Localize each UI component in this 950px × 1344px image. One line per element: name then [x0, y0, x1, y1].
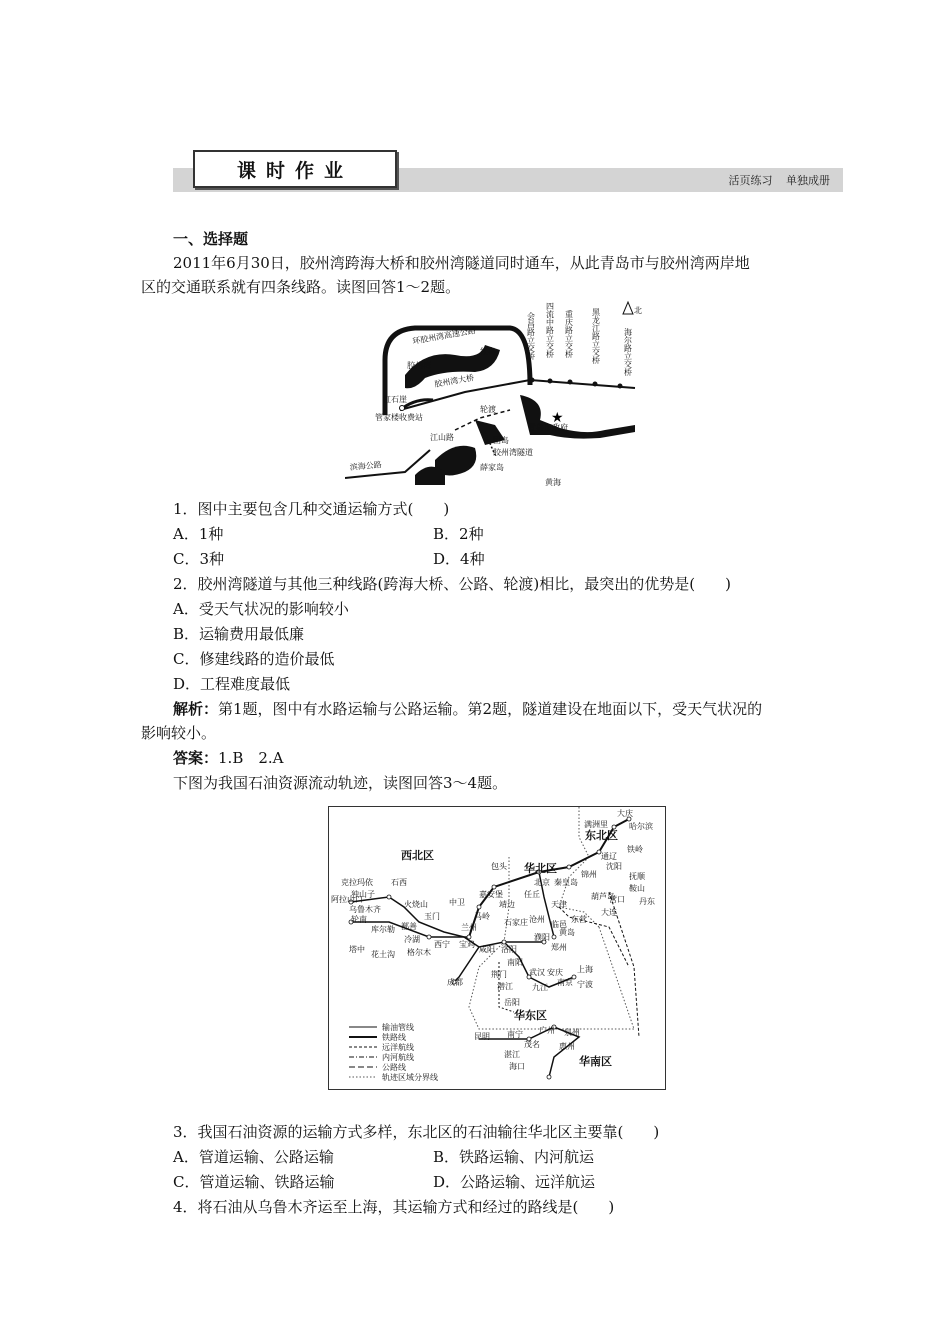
- jiaozhou-bay-map: [345, 300, 645, 495]
- svg-text:丹东: 丹东: [639, 897, 655, 906]
- north-arrow-icon: [623, 302, 633, 314]
- map-label-highway: 环胶州湾高速公路: [411, 325, 477, 346]
- svg-text:冷湖: 冷湖: [404, 935, 420, 944]
- svg-text:惠州: 惠州: [559, 1042, 575, 1051]
- analysis-line1: 解析：第1题，图中有水路运输与公路运输。第2题，隧道建设在地面以下，受天气状况的: [173, 700, 763, 718]
- svg-text:南京: 南京: [557, 978, 573, 987]
- region-south: 华南区: [579, 1055, 612, 1068]
- svg-text:阿拉山口: 阿拉山口: [331, 895, 363, 904]
- svg-text:鞍山: 鞍山: [629, 884, 645, 893]
- analysis-line2: 影响较小。: [141, 724, 217, 742]
- q2-option-a: A．受天气状况的影响较小: [173, 600, 349, 618]
- svg-text:满洲里: 满洲里: [584, 820, 608, 829]
- region-northwest: 西北区: [401, 849, 434, 862]
- svg-text:安庆: 安庆: [547, 968, 563, 977]
- svg-text:北: 北: [634, 306, 642, 315]
- svg-text:红石崖: 红石崖: [383, 395, 407, 404]
- q1-option-c: C．3种: [173, 550, 225, 568]
- svg-text:西宁: 西宁: [434, 940, 450, 949]
- svg-text:天津: 天津: [551, 900, 567, 909]
- svg-text:濮阳: 濮阳: [534, 933, 550, 942]
- q2-option-d: D．工程难度最低: [173, 675, 291, 693]
- svg-text:滨海公路: 滨海公路: [349, 460, 383, 472]
- header-right-label: 活页练习 单独成册: [728, 174, 830, 187]
- svg-text:兰州: 兰州: [461, 923, 477, 932]
- svg-text:重庆路立交桥: 重庆路立交桥: [564, 310, 574, 358]
- svg-text:临邑: 临邑: [551, 920, 567, 929]
- svg-text:武汉: 武汉: [529, 968, 545, 977]
- svg-text:潜江: 潜江: [497, 982, 513, 991]
- svg-text:上海: 上海: [577, 965, 593, 974]
- svg-text:内河航线: 内河航线: [382, 1053, 414, 1062]
- svg-text:胶州湾: 胶州湾: [407, 361, 431, 370]
- section-title: 一、选择题: [173, 230, 249, 248]
- q1-option-a: A．1种: [173, 525, 224, 543]
- svg-text:茂名: 茂名: [524, 1040, 540, 1049]
- region-north: 华北区: [524, 862, 557, 875]
- q1-option-d: D．4种: [433, 550, 485, 568]
- answer-label: 答案：: [173, 749, 219, 767]
- svg-text:乌鲁木齐: 乌鲁木齐: [349, 905, 381, 914]
- answer-line: 答案：1.B 2.A: [173, 749, 284, 767]
- q3-option-c: C．管道运输、铁路运输: [173, 1173, 335, 1191]
- svg-text:胶州湾隧道: 胶州湾隧道: [493, 448, 533, 457]
- region-east: 华东区: [514, 1009, 547, 1022]
- q1-option-b: B．2种: [433, 525, 484, 543]
- svg-text:大连: 大连: [601, 908, 617, 917]
- svg-text:泉州: 泉州: [564, 1028, 580, 1037]
- svg-text:昆明: 昆明: [474, 1032, 490, 1041]
- svg-text:石家庄: 石家庄: [504, 918, 528, 927]
- svg-text:沧州: 沧州: [529, 915, 545, 924]
- svg-text:公路线: 公路线: [382, 1063, 406, 1072]
- svg-text:秦皇岛: 秦皇岛: [554, 878, 578, 887]
- q2-stem: 2．胶州湾隧道与其他三种线路(跨海大桥、公路、轮渡)相比，最突出的优势是( ): [173, 575, 731, 593]
- svg-text:包头: 包头: [491, 862, 507, 871]
- svg-text:库尔勒: 库尔勒: [371, 925, 395, 934]
- svg-text:火烧山: 火烧山: [404, 900, 428, 909]
- q2-option-c: C．修建线路的造价最低: [173, 650, 335, 668]
- svg-text:锦州: 锦州: [581, 870, 597, 879]
- svg-text:北京: 北京: [534, 878, 550, 887]
- q3-option-d: D．公路运输、远洋航运: [433, 1173, 596, 1191]
- svg-text:四流中路立交桥: 四流中路立交桥: [545, 302, 555, 358]
- svg-text:远洋航线: 远洋航线: [382, 1043, 414, 1052]
- svg-text:黑龙江路立交桥: 黑龙江路立交桥: [591, 308, 601, 364]
- svg-text:岳阳: 岳阳: [504, 998, 520, 1007]
- analysis-label: 解析：: [173, 700, 219, 718]
- intro2: 下图为我国石油资源流动轨迹，读图回答3～4题。: [173, 774, 508, 792]
- svg-text:任丘: 任丘: [524, 890, 540, 899]
- q1-stem: 1．图中主要包含几种交通运输方式( ): [173, 500, 450, 518]
- svg-text:黄海: 黄海: [545, 478, 561, 487]
- svg-text:东营: 东营: [571, 915, 587, 924]
- svg-text:塔中: 塔中: [349, 945, 365, 954]
- svg-text:抚顺: 抚顺: [629, 872, 645, 881]
- map-legend: [349, 1022, 438, 1082]
- svg-text:克拉玛依: 克拉玛依: [341, 878, 373, 887]
- svg-text:湛江: 湛江: [504, 1050, 520, 1059]
- q3-option-a: A．管道运输、公路运输: [173, 1148, 334, 1166]
- q3-stem: 3．我国石油资源的运输方式多样，东北区的石油输往华北区主要靠( ): [173, 1123, 660, 1141]
- svg-text:南宁: 南宁: [507, 1030, 523, 1039]
- svg-text:宝鸡: 宝鸡: [459, 940, 475, 949]
- svg-text:广州: 广州: [539, 1026, 555, 1035]
- svg-text:团岛: 团岛: [493, 436, 509, 445]
- svg-text:靖边: 靖边: [499, 900, 515, 909]
- svg-text:马岭: 马岭: [474, 912, 490, 921]
- region-northeast: 东北区: [585, 829, 618, 842]
- svg-text:会昌路立交桥: 会昌路立交桥: [526, 312, 536, 360]
- svg-text:嘉安堡: 嘉安堡: [479, 890, 503, 899]
- svg-text:九江: 九江: [532, 983, 548, 992]
- q3-option-b: B．铁路运输、内河航运: [433, 1148, 595, 1166]
- svg-text:轮南: 轮南: [351, 915, 367, 924]
- svg-text:海尔路立交桥: 海尔路立交桥: [623, 328, 633, 376]
- star-icon: ★: [551, 410, 564, 426]
- svg-text:花土沟: 花土沟: [371, 950, 395, 959]
- svg-text:红岛: 红岛: [480, 347, 496, 356]
- svg-text:营口: 营口: [609, 895, 625, 904]
- svg-text:石西: 石西: [391, 878, 407, 887]
- svg-text:葫芦岛: 葫芦岛: [591, 892, 615, 901]
- svg-text:海口: 海口: [509, 1062, 525, 1071]
- q4-stem: 4．将石油从乌鲁木齐运至上海，其运输方式和经过的路线是( ): [173, 1198, 615, 1216]
- svg-text:鄯善: 鄯善: [401, 922, 417, 931]
- svg-text:黄岛: 黄岛: [559, 928, 575, 937]
- svg-text:荆门: 荆门: [491, 970, 507, 979]
- qingdao-coast: [520, 395, 635, 439]
- svg-text:南阳: 南阳: [507, 958, 523, 967]
- svg-text:铁路线: 铁路线: [382, 1033, 406, 1042]
- intro1-line2: 区的交通联系就有四条线路。读图回答1～2题。: [141, 278, 461, 296]
- svg-text:铁岭: 铁岭: [627, 845, 643, 854]
- svg-text:轮渡: 轮渡: [480, 405, 496, 414]
- svg-text:宁波: 宁波: [577, 980, 593, 989]
- svg-text:输油管线: 输油管线: [382, 1023, 414, 1032]
- svg-text:大庆: 大庆: [617, 809, 633, 818]
- svg-text:咸阳: 咸阳: [479, 945, 495, 954]
- header-title: 课时作业: [193, 150, 397, 188]
- svg-text:哈尔滨: 哈尔滨: [629, 822, 653, 831]
- svg-text:郑州: 郑州: [551, 943, 567, 952]
- oil-flow-map: [328, 806, 666, 1090]
- svg-text:胶州湾大桥: 胶州湾大桥: [433, 373, 475, 389]
- svg-text:通辽: 通辽: [601, 852, 617, 861]
- svg-text:沈阳: 沈阳: [606, 862, 622, 871]
- svg-text:洛阳: 洛阳: [501, 945, 517, 954]
- svg-text:中卫: 中卫: [449, 898, 465, 907]
- svg-text:江山路: 江山路: [430, 433, 454, 442]
- q2-option-b: B．运输费用最低廉: [173, 625, 305, 643]
- svg-text:青岛市政府: 青岛市政府: [528, 423, 568, 432]
- svg-text:轨迹区域分界线: 轨迹区域分界线: [382, 1073, 438, 1082]
- svg-text:玉门: 玉门: [424, 912, 440, 921]
- svg-text:独山子: 独山子: [351, 890, 375, 899]
- svg-text:成都: 成都: [447, 978, 463, 987]
- intro1-line1: 2011年6月30日，胶州湾跨海大桥和胶州湾隧道同时通车，从此青岛市与胶州湾两岸地: [173, 254, 750, 272]
- svg-text:格尔木: 格尔木: [407, 948, 431, 957]
- svg-text:管家楼收费站: 管家楼收费站: [375, 413, 423, 422]
- svg-text:薛家岛: 薛家岛: [480, 463, 504, 472]
